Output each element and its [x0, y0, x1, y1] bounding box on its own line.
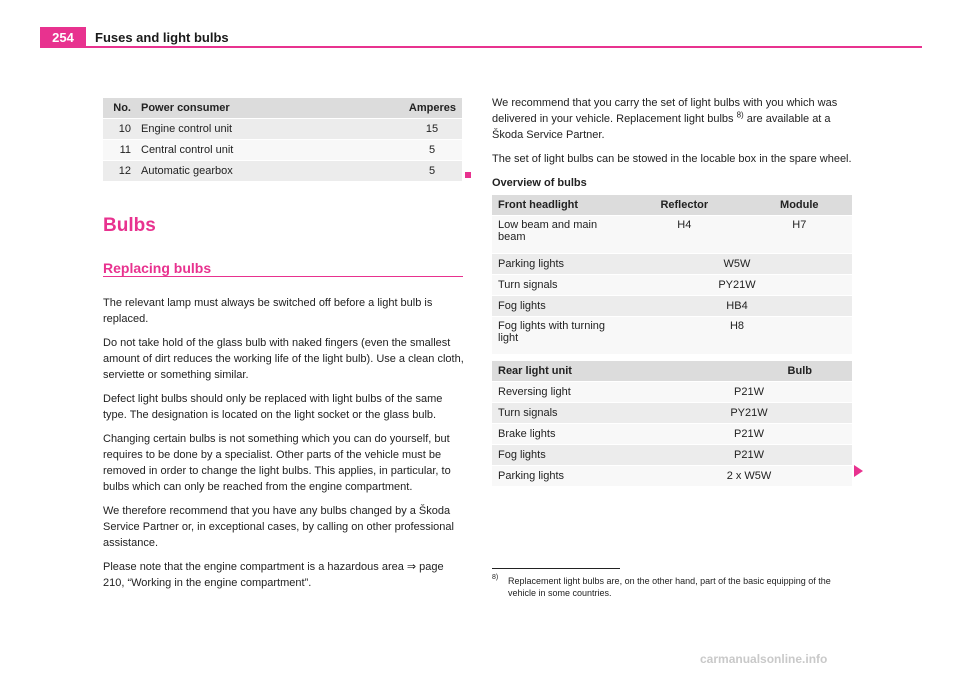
column-header: Module	[747, 195, 852, 216]
table-cell: H4	[622, 216, 747, 254]
table-cell: 12	[103, 161, 135, 182]
table-cell: P21W	[646, 424, 852, 445]
header-rule	[86, 46, 922, 48]
footnote-rule	[492, 568, 620, 569]
column-header: Amperes	[402, 98, 462, 119]
table-row	[492, 424, 852, 445]
column-header: Bulb	[646, 361, 852, 382]
table-cell: 2 x W5W	[646, 466, 852, 487]
table-row	[492, 275, 852, 296]
intro-text: We recommend that you carry the set of light bulbs with you which was delivered in your vehicle. Replacement light bulbs	[492, 97, 838, 125]
table-cell: Fog lights	[492, 296, 622, 317]
table-cell: H8	[622, 317, 852, 355]
paragraph-page-reference: Please note that the engine compartment is a hazardous area ⇒ page 210, “Working in the engine compartment”.	[103, 561, 444, 589]
page-number: 254	[40, 27, 86, 48]
table-cell: PY21W	[646, 403, 852, 424]
continue-arrow-icon	[854, 465, 863, 477]
column-header: No.	[103, 98, 135, 119]
footnote-mark: 8)	[492, 574, 499, 581]
table-cell: Turn signals	[492, 275, 622, 296]
table-cell: Reversing light	[492, 382, 646, 403]
table-cell: Fog lights	[492, 445, 646, 466]
paragraph: We therefore recommend that you have any bulbs changed by a Škoda Service Partner or, in exceptional cases, by calling on other professional assistance.	[103, 505, 454, 549]
table-row	[492, 466, 852, 487]
table-row	[492, 317, 852, 355]
table-cell: W5W	[622, 254, 852, 275]
table-cell: H7	[747, 216, 852, 254]
table-row	[103, 119, 462, 140]
intro-paragraph	[492, 95, 857, 143]
table-cell: P21W	[646, 445, 852, 466]
right-body-text	[492, 95, 857, 199]
footnote-text: Replacement light bulbs are, on the other hand, part of the basic equipping of the vehicle in some countries.	[508, 576, 831, 598]
table-row	[492, 216, 852, 254]
column-header: Front headlight	[492, 195, 622, 216]
paragraph: The set of light bulbs can be stowed in the locable box in the spare wheel.	[492, 153, 852, 165]
section-title: Bulbs	[103, 215, 156, 236]
table-cell: Engine control unit	[135, 119, 402, 140]
section-end-marker	[465, 172, 471, 178]
overview-heading: Overview of bulbs	[492, 177, 587, 189]
table-cell: Automatic gearbox	[135, 161, 402, 182]
table-cell: Parking lights	[492, 466, 646, 487]
table-cell: Brake lights	[492, 424, 646, 445]
table-cell: 11	[103, 140, 135, 161]
left-body-text	[103, 295, 465, 599]
table-header-row	[103, 98, 462, 119]
table-row	[492, 296, 852, 317]
table-row	[492, 403, 852, 424]
table-cell: P21W	[646, 382, 852, 403]
table-row	[103, 140, 462, 161]
table-cell: 5	[402, 140, 462, 161]
section-subtitle: Replacing bulbs	[103, 260, 212, 276]
watermark: carmanualsonline.info	[700, 652, 828, 666]
paragraph: Defect light bulbs should only be replaced with light bulbs of the same type. The designation is located on the light socket or the glass bulb.	[103, 393, 443, 421]
table-cell: Fog lights with turning light	[492, 317, 622, 355]
paragraph: Do not take hold of the glass bulb with naked fingers (even the smallest amount of dirt reduces the working life of the light bulb). Use a clean cloth, serviette or something similar.	[103, 337, 464, 381]
rear-light-table	[492, 361, 852, 487]
footnote-reference: 8)	[736, 110, 744, 120]
column-header: Reflector	[622, 195, 747, 216]
table-row	[492, 382, 852, 403]
table-cell: Central control unit	[135, 140, 402, 161]
intro-text-end: are available at a Škoda Service Partner.	[492, 113, 831, 141]
table-cell: 15	[402, 119, 462, 140]
table-row	[103, 161, 462, 182]
table-header-row	[492, 361, 852, 382]
paragraph: Changing certain bulbs is not something which you can do yourself, but requires to be done by a specialist. Other parts of the vehicle must be removed in order to change the light bulbs. This applies, in particular, to bulbs which can only be reached from the engine compartment.	[103, 433, 451, 493]
table-cell: Low beam and main beam	[492, 216, 622, 254]
amperes-table	[103, 98, 462, 182]
column-header: Power consumer	[135, 98, 402, 119]
table-cell: PY21W	[622, 275, 852, 296]
table-row	[492, 254, 852, 275]
table-row	[492, 445, 852, 466]
table-cell: HB4	[622, 296, 852, 317]
table-cell: Parking lights	[492, 254, 622, 275]
table-cell: 10	[103, 119, 135, 140]
subtitle-rule	[103, 276, 463, 277]
column-header: Rear light unit	[492, 361, 646, 382]
table-cell: 5	[402, 161, 462, 182]
front-headlight-table	[492, 195, 852, 355]
page-title: Fuses and light bulbs	[95, 30, 229, 45]
table-header-row	[492, 195, 852, 216]
table-cell: Turn signals	[492, 403, 646, 424]
paragraph: The relevant lamp must always be switched off before a light bulb is replaced.	[103, 297, 433, 325]
footnote	[492, 575, 857, 599]
page-header	[40, 27, 922, 48]
